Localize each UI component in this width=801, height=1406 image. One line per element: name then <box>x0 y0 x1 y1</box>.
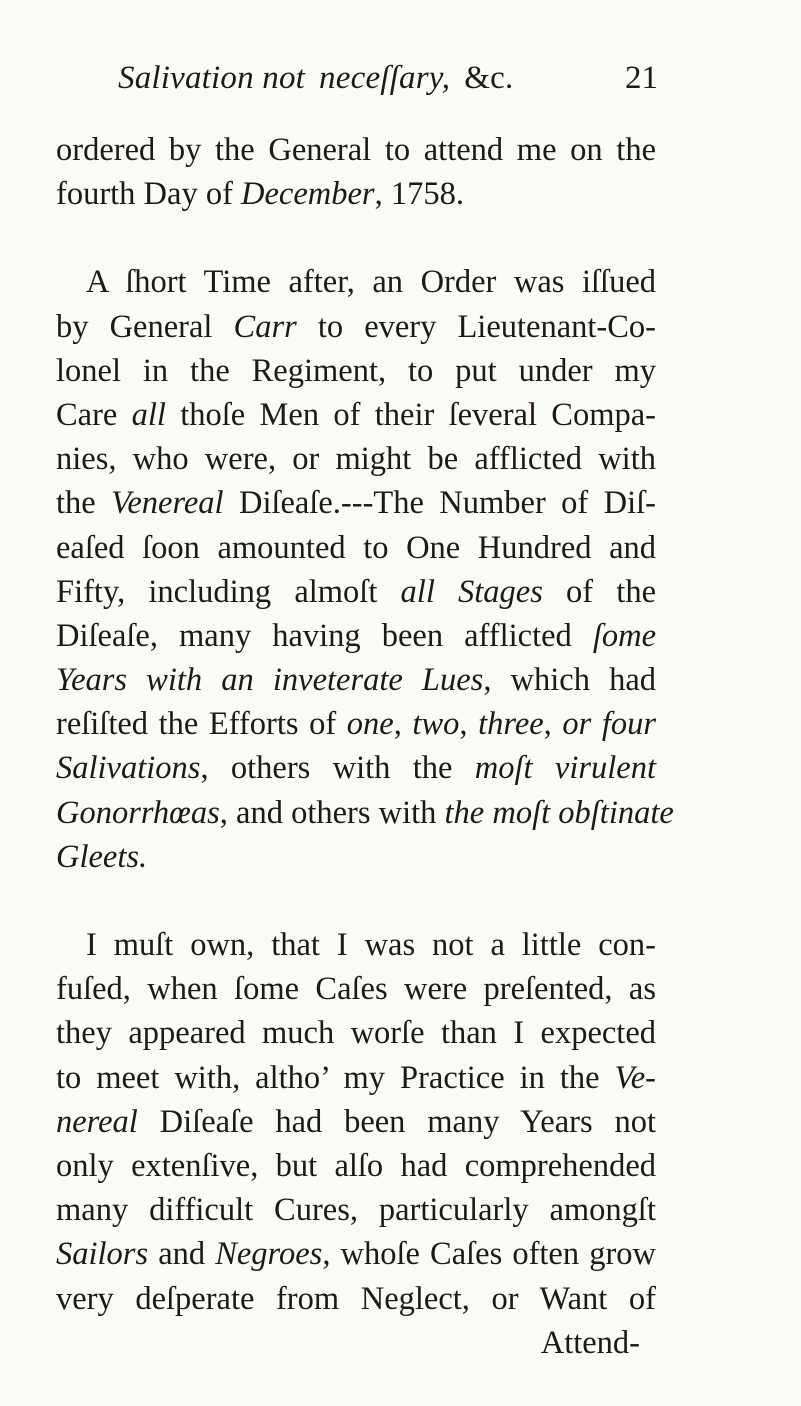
text-run: , <box>459 706 479 743</box>
italic-text: all Stages <box>400 573 543 610</box>
text-line <box>56 481 656 525</box>
italic-text: Gonorrhœas <box>56 794 220 831</box>
paragraph <box>56 128 656 216</box>
text-run: fourth Day of <box>56 176 242 213</box>
running-title-part3: &c. <box>464 60 514 96</box>
text-line <box>56 702 656 746</box>
text-run: , <box>393 706 413 743</box>
text-run: , 1758. <box>374 176 464 213</box>
paragraph-gap <box>56 879 656 923</box>
text-run: and <box>148 1236 216 1273</box>
text-line <box>56 614 656 658</box>
paragraph-gap <box>56 216 656 260</box>
text-run: , others with the <box>200 750 475 787</box>
text-line <box>56 393 656 437</box>
text-line <box>56 746 656 790</box>
paragraph <box>56 923 656 1321</box>
italic-text: nereal <box>56 1103 138 1140</box>
text-run: Fifty, including almoſt <box>56 573 401 610</box>
text-run: Diſeaſe, many having been afflicted <box>56 617 593 654</box>
text-run: , and others with <box>219 794 445 831</box>
text-run: to every Lieutenant-Co- <box>296 308 656 345</box>
text-run: , <box>543 706 563 743</box>
text-line <box>56 835 656 879</box>
text-run: , which had <box>483 662 656 699</box>
text-run: eaſed ſoon amounted to One Hundred and <box>56 529 656 566</box>
text-run: very deſperate from Neglect, or Want of <box>56 1280 656 1317</box>
italic-text: Years with an inveterate Lues <box>56 662 484 699</box>
italic-text: Negroes <box>215 1236 323 1273</box>
italic-text: Venereal <box>111 485 224 522</box>
italic-text: the moſt obſtinate <box>444 794 674 831</box>
running-title-part1: Salivation not <box>118 60 306 96</box>
text-line <box>56 658 656 702</box>
text-run: many difficult Cures, particularly amongſt <box>56 1192 656 1229</box>
text-run: they appeared much worſe than I expected <box>56 1015 656 1052</box>
text-line <box>56 1100 656 1144</box>
italic-text: three <box>478 706 544 743</box>
text-line <box>56 172 656 216</box>
text-line <box>56 526 656 570</box>
italic-text: moſt virulent <box>474 750 656 787</box>
text-run: A ſhort Time after, an Order was iſſued <box>86 264 656 301</box>
italic-text: Salivations <box>56 750 201 787</box>
italic-text: Ve- <box>614 1059 656 1096</box>
text-run: thoſe Men of their ſeveral Compa- <box>165 396 656 433</box>
italic-text: two <box>412 706 460 743</box>
text-run: fuſed, when ſome Caſes were preſented, as <box>56 971 656 1008</box>
text-line <box>56 437 656 481</box>
text-line <box>56 1277 656 1321</box>
text-run: only extenſive, but alſo had comprehended <box>56 1147 656 1184</box>
text-line <box>56 923 656 967</box>
italic-text: Sailors <box>56 1236 149 1273</box>
text-run: of the <box>542 573 657 610</box>
text-run: lonel in the Regiment, to put under my <box>56 352 656 389</box>
text-line <box>56 1188 656 1232</box>
text-line <box>56 1011 656 1055</box>
italic-text: all <box>131 396 166 433</box>
text-line <box>56 128 656 172</box>
text-line <box>56 305 656 349</box>
text-line <box>56 791 674 835</box>
italic-text: one <box>346 706 394 743</box>
text-run: reſiſted the Efforts of <box>56 706 347 743</box>
text-line <box>56 1232 656 1276</box>
text-run: by General <box>56 308 234 345</box>
catchword: Attend- <box>540 1324 640 1361</box>
body-text <box>56 128 674 1365</box>
italic-text: or four <box>562 706 657 743</box>
text-line <box>56 349 656 393</box>
italic-text: Carr <box>233 308 297 345</box>
text-line <box>56 570 656 614</box>
text-run: Diſeaſe had been many Years not <box>137 1103 656 1140</box>
text-run: , whoſe Caſes often grow <box>322 1236 656 1273</box>
text-run: I muſt own, that I was not a little con- <box>86 927 656 963</box>
text-line <box>56 260 656 304</box>
italic-text: December <box>241 176 375 213</box>
text-run: to meet with, altho’ my Practice in the <box>56 1059 615 1096</box>
text-run: Diſeaſe.---The Number of Diſ- <box>223 485 656 522</box>
text-run: ordered by the General to attend me on the <box>56 132 656 168</box>
italic-text: ſome <box>592 617 656 654</box>
text-run: Care <box>56 396 132 433</box>
text-line <box>56 1056 656 1100</box>
text-line <box>56 967 656 1011</box>
paragraph <box>56 260 674 879</box>
text-run: the <box>56 485 112 522</box>
running-title <box>118 60 513 97</box>
running-head <box>118 60 658 104</box>
italic-text: Gleets. <box>56 838 148 875</box>
running-title-part2: neceſſary, <box>319 60 451 96</box>
text-line <box>56 1144 656 1188</box>
page-number: 21 <box>625 60 658 96</box>
text-run: nies, who were, or might be afflicted with <box>56 441 656 478</box>
